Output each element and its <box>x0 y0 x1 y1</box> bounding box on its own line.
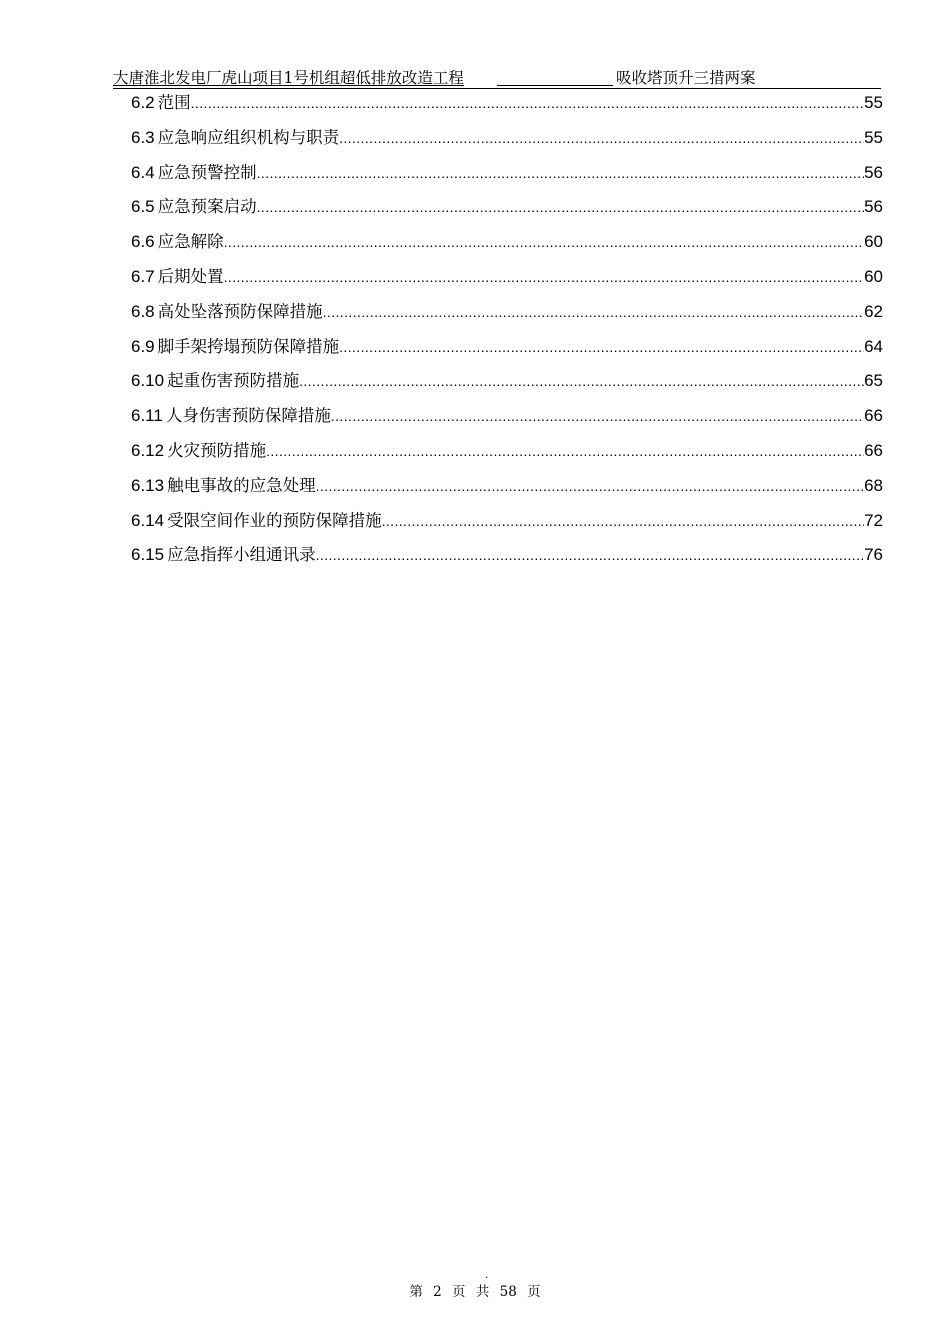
header-underline-gap <box>497 85 613 86</box>
toc-entry-number: 6.15 <box>131 545 165 565</box>
toc-entry[interactable] <box>131 402 883 437</box>
toc-leader-dots <box>339 124 864 152</box>
toc-entry-page: 64 <box>864 336 883 356</box>
toc-entry-number: 6.5 <box>131 197 155 217</box>
toc-entry-title: 火灾预防措施 <box>167 440 267 460</box>
toc-entry-title: 应急解除 <box>157 232 224 252</box>
toc-entry[interactable] <box>131 333 883 368</box>
toc-leader-dots <box>382 507 864 535</box>
toc-leader-dots <box>299 367 864 395</box>
header-document-title: 吸收塔顶升三措两案 <box>616 69 756 87</box>
toc-entry[interactable] <box>131 263 883 298</box>
table-of-contents <box>131 89 883 576</box>
toc-leader-dots <box>257 159 864 187</box>
toc-entry[interactable] <box>131 193 883 228</box>
toc-entry-page: 72 <box>864 510 883 530</box>
toc-entry-number: 6.14 <box>131 510 165 530</box>
toc-entry[interactable] <box>131 89 883 124</box>
toc-entry-number: 6.2 <box>131 93 155 112</box>
toc-entry-page: 66 <box>864 440 883 460</box>
toc-entry-page: 56 <box>864 162 883 182</box>
toc-entry-title: 触电事故的应急处理 <box>167 475 316 495</box>
toc-entry-number: 6.10 <box>131 371 165 391</box>
header-project-title: 大唐淮北发电厂虎山项目1号机组超低排放改造工程 <box>113 69 464 87</box>
toc-leader-dots <box>266 437 864 465</box>
toc-entry-page: 55 <box>864 93 883 112</box>
toc-leader-dots <box>316 472 864 500</box>
toc-entry-page: 60 <box>864 266 883 286</box>
toc-entry[interactable] <box>131 437 883 472</box>
toc-entry[interactable] <box>131 298 883 333</box>
toc-entry-number: 6.3 <box>131 127 155 147</box>
toc-entry-title: 高处坠落预防保障措施 <box>157 301 323 321</box>
toc-entry-page: 76 <box>864 545 883 565</box>
toc-leader-dots <box>331 402 864 430</box>
toc-entry-number: 6.12 <box>131 440 165 460</box>
toc-entry-page: 66 <box>864 406 883 426</box>
toc-entry-title: 起重伤害预防措施 <box>167 371 300 391</box>
toc-entry-number: 6.13 <box>131 475 165 495</box>
toc-entry-title: 应急响应组织机构与职责 <box>157 127 340 147</box>
toc-entry-number: 6.6 <box>131 232 155 252</box>
toc-entry-title: 应急指挥小组通讯录 <box>167 545 316 565</box>
toc-entry-number: 6.9 <box>131 336 155 356</box>
toc-entry-page: 65 <box>864 371 883 391</box>
toc-entry-number: 6.7 <box>131 266 155 286</box>
toc-entry-title: 应急预警控制 <box>157 162 257 182</box>
toc-entry-title: 脚手架挎塌预防保障措施 <box>157 336 340 356</box>
toc-entry[interactable] <box>131 159 883 194</box>
toc-entry-page: 68 <box>864 475 883 495</box>
toc-entry-page: 62 <box>864 301 883 321</box>
toc-leader-dots <box>339 333 864 361</box>
toc-leader-dots <box>257 193 864 221</box>
toc-leader-dots <box>224 228 864 256</box>
toc-entry[interactable] <box>131 124 883 159</box>
toc-entry[interactable] <box>131 507 883 542</box>
toc-leader-dots <box>323 298 864 326</box>
toc-entry[interactable] <box>131 228 883 263</box>
toc-leader-dots <box>316 541 864 569</box>
toc-entry-title: 范围 <box>157 93 191 112</box>
toc-entry-number: 6.8 <box>131 301 155 321</box>
toc-entry-number: 6.11 <box>131 406 163 426</box>
toc-entry-title: 后期处置 <box>157 266 224 286</box>
toc-entry-page: 55 <box>864 127 883 147</box>
toc-entry-number: 6.4 <box>131 162 155 182</box>
page-footer: 第 2 页 共 58 页 <box>409 1284 541 1300</box>
toc-entry-page: 56 <box>864 197 883 217</box>
toc-entry[interactable] <box>131 541 883 576</box>
toc-entry[interactable] <box>131 472 883 507</box>
footer-dot: . <box>485 1267 489 1281</box>
toc-entry-title: 人身伤害预防保障措施 <box>165 406 331 426</box>
toc-entry-title: 应急预案启动 <box>157 197 257 217</box>
toc-leader-dots <box>191 89 864 117</box>
toc-leader-dots <box>224 263 864 291</box>
toc-entry-page: 60 <box>864 232 883 252</box>
page-header <box>113 68 881 88</box>
toc-entry-title: 受限空间作业的预防保障措施 <box>167 510 382 530</box>
toc-entry[interactable] <box>131 367 883 402</box>
